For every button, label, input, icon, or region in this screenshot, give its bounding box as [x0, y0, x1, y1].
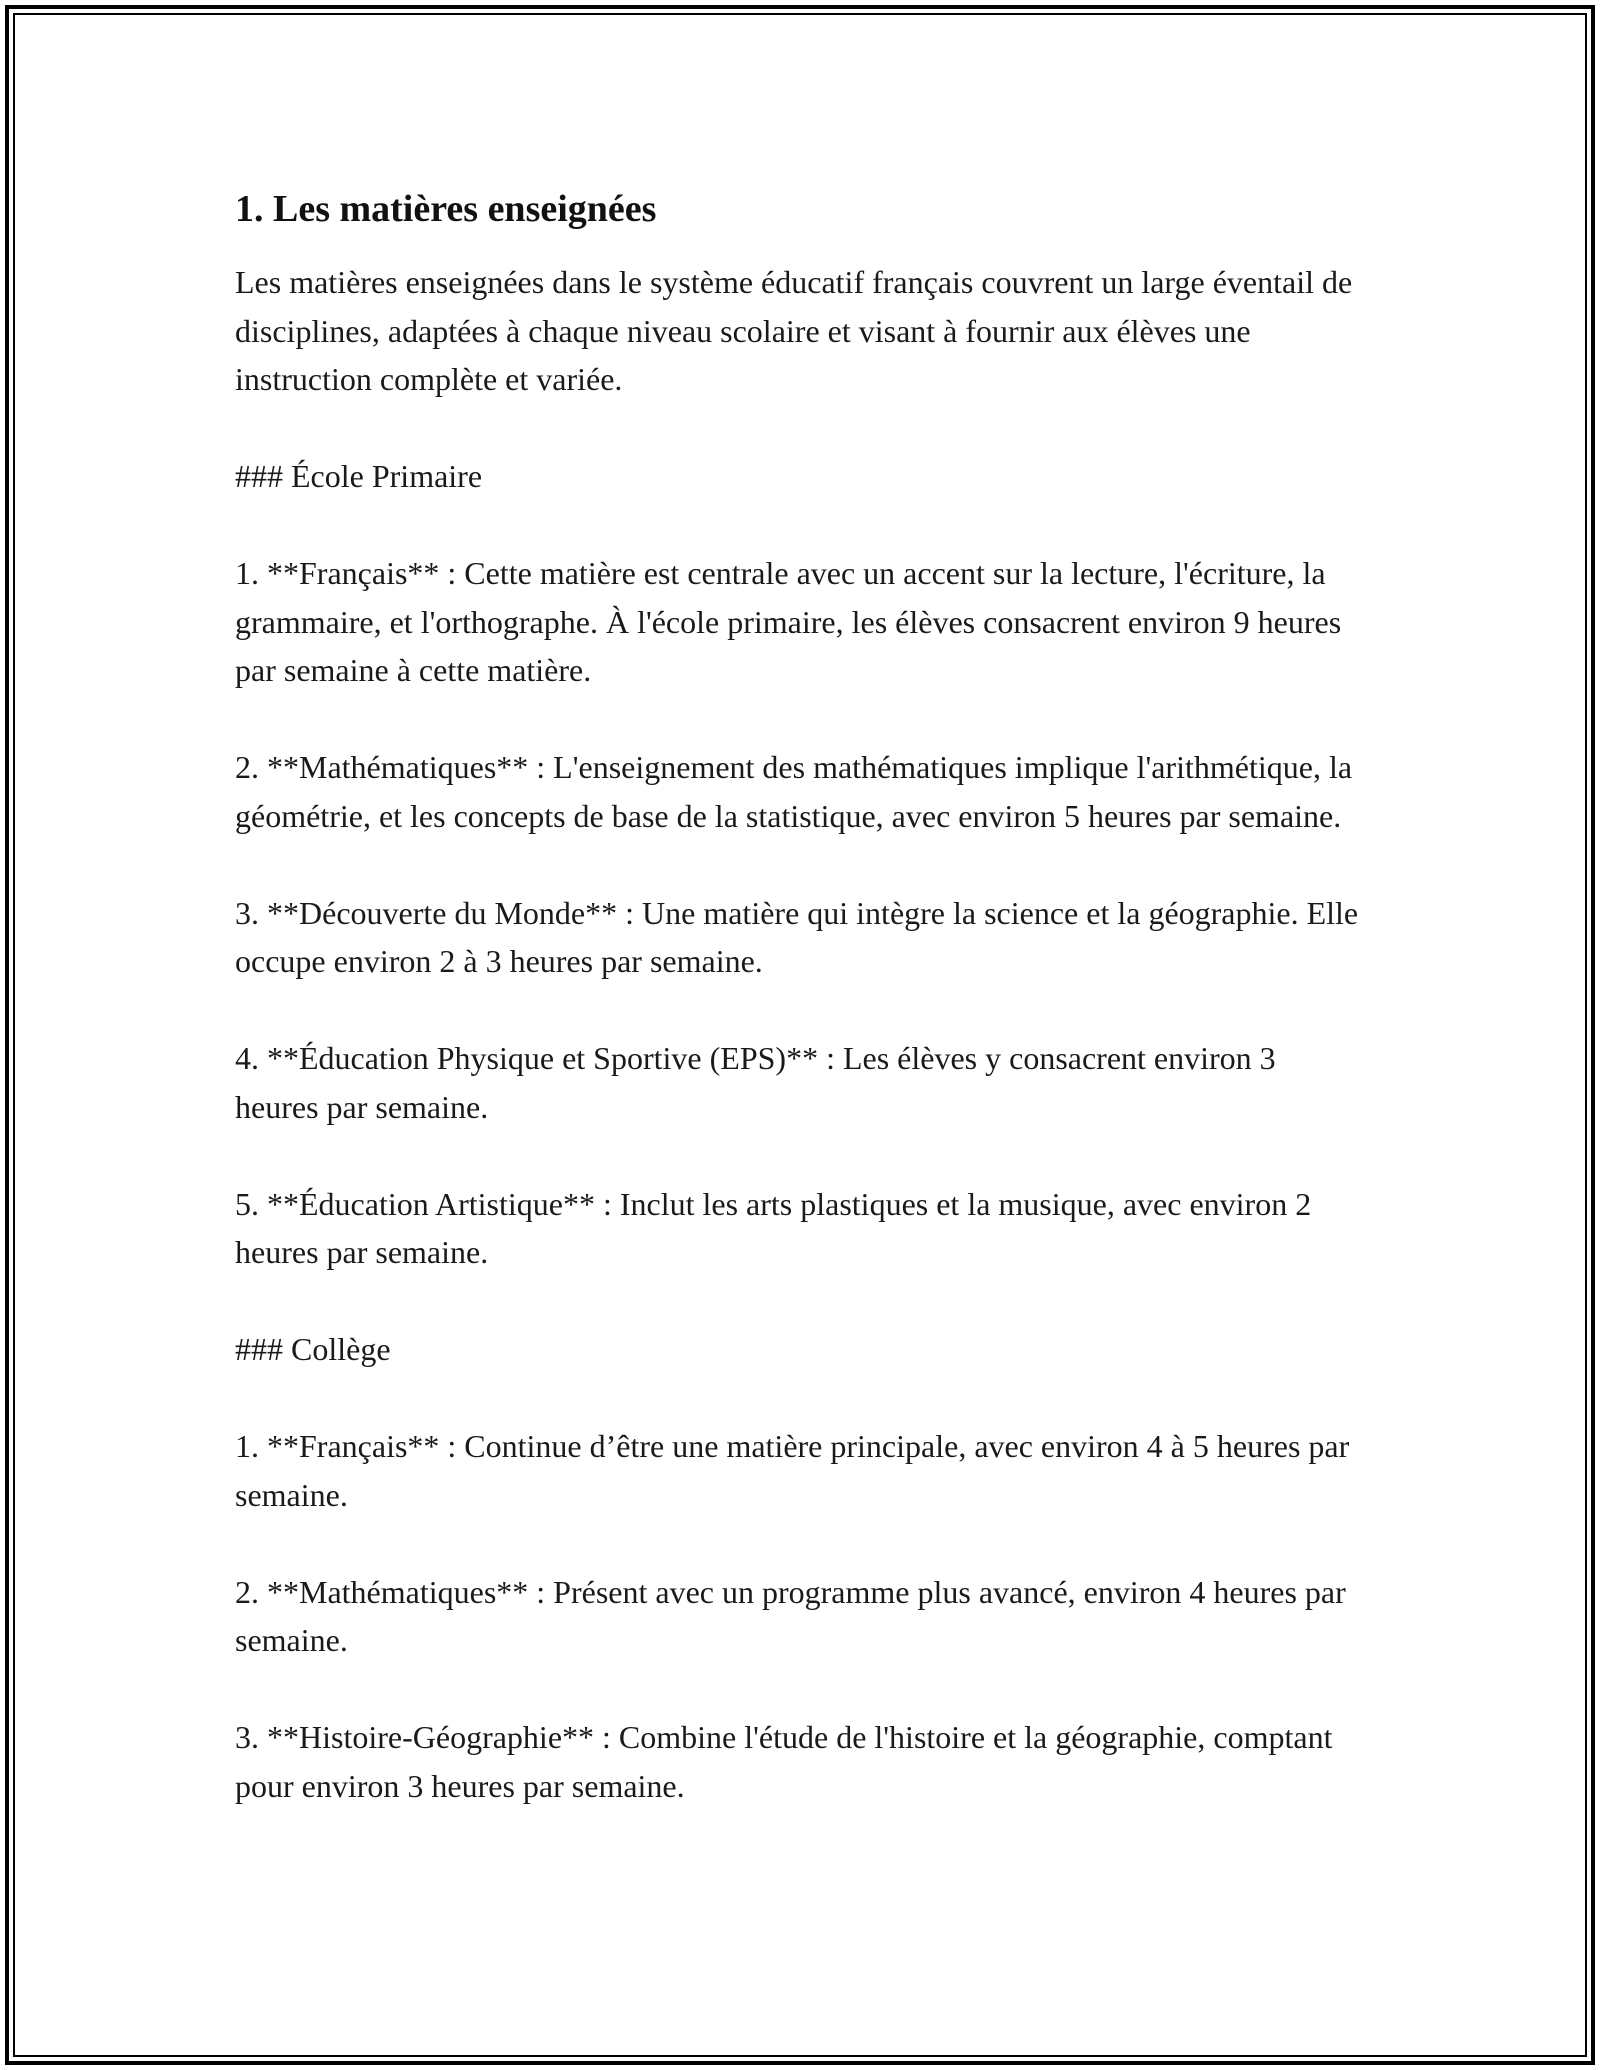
list-item: 3. **Histoire-Géographie** : Combine l'étude de l'histoire et la géographie, comptant pour environ 3 heures par semaine. — [235, 1719, 1333, 1804]
document-body — [235, 186, 1365, 1859]
list-item: 4. **Éducation Physique et Sportive (EPS)** : Les élèves y consacrent environ 3 heures par semaine. — [235, 1040, 1276, 1125]
document-title: 1. Les matières enseignées — [235, 188, 657, 230]
section-heading-ecole-primaire: ### École Primaire — [235, 458, 483, 494]
section-heading-college: ### Collège — [235, 1331, 391, 1367]
list-item: 5. **Éducation Artistique** : Inclut les arts plastiques et la musique, avec environ 2 heures par semaine. — [235, 1185, 1312, 1270]
list-item: 2. **Mathématiques** : Présent avec un programme plus avancé, environ 4 heures par semaine. — [235, 1573, 1346, 1658]
list-item: 3. **Découverte du Monde** : Une matière qui intègre la science et la géographie. Elle occupe environ 2 à 3 heures par semaine. — [235, 894, 1359, 979]
list-item: 1. **Français** : Cette matière est centrale avec un accent sur la lecture, l'écriture, la grammaire, et l'orthographe. À l'école primaire, les élèves consacrent environ 9 heures par semaine à cette matière. — [235, 555, 1342, 688]
intro-paragraph: Les matières enseignées dans le système éducatif français couvrent un large éventail de disciplines, adaptées à chaque niveau scolaire et visant à fournir aux élèves une instruction complète et variée. — [235, 264, 1353, 397]
list-item: 2. **Mathématiques** : L'enseignement des mathématiques implique l'arithmétique, la géométrie, et les concepts de base de la statistique, avec environ 5 heures par semaine. — [235, 749, 1353, 834]
list-item: 1. **Français** : Continue d’être une matière principale, avec environ 4 à 5 heures par semaine. — [235, 1428, 1350, 1513]
